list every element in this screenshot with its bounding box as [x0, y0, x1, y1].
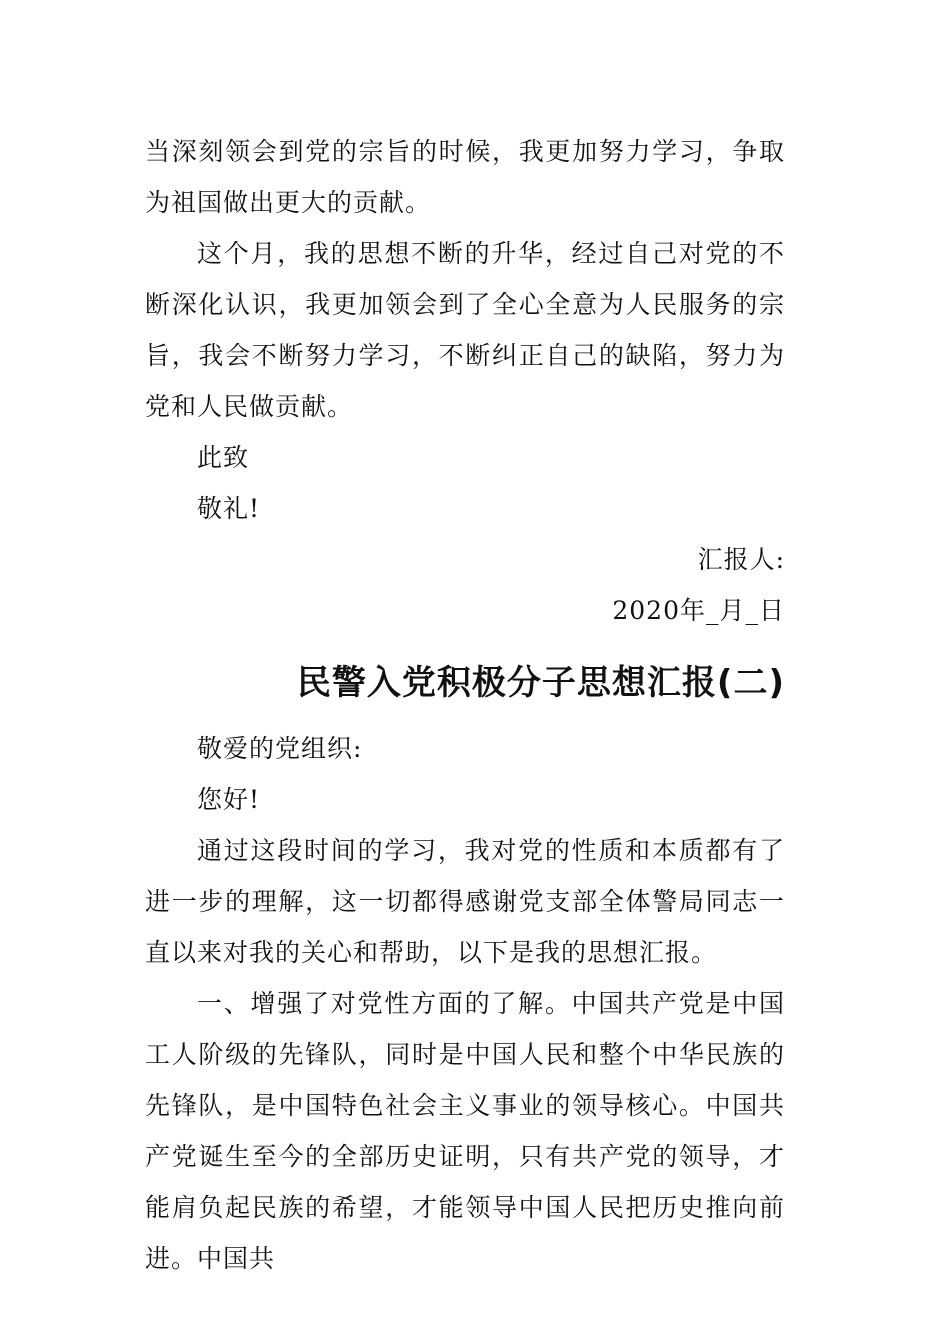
signature-reporter: 汇报人: [697, 545, 785, 574]
document-title: 民警入党积极分子思想汇报(二) [296, 663, 785, 703]
greeting: 您好! [197, 785, 261, 814]
closing-cizhi: 此致 [197, 443, 250, 472]
report-date: 2020年_月_日 [612, 596, 785, 625]
closing-jingli: 敬礼! [197, 494, 261, 523]
paragraph-monthly-reflection: 这个月，我的思想不断的升华，经过自己对党的不断深化认识，我更加领会到了全心全意为人民服务的宗旨，我会不断努力学习，不断纠正自己的缺陷，努力为党和人民做贡献。 [145, 239, 785, 421]
salutation: 敬爱的党组织: [197, 734, 363, 763]
paragraph-section-one: 一、增强了对党性方面的了解。中国共产党是中国工人阶级的先锋队，同时是中国人民和整个中华民族的先锋队，是中国特色社会主义事业的领导核心。中国共产党诞生至今的全部历史证明，只有共产党的领导，才能肩负起民族的希望，才能领导中国人民把历史推向前进。中国共 [145, 989, 785, 1273]
document-page [145, 126, 785, 1284]
paragraph-continued: 当深刻领会到党的宗旨的时候，我更加努力学习，争取为祖国做出更大的贡献。 [145, 137, 785, 217]
paragraph-intro: 通过这段时间的学习，我对党的性质和本质都有了进一步的理解，这一切都得感谢党支部全体警局同志一直以来对我的关心和帮助，以下是我的思想汇报。 [145, 836, 785, 967]
